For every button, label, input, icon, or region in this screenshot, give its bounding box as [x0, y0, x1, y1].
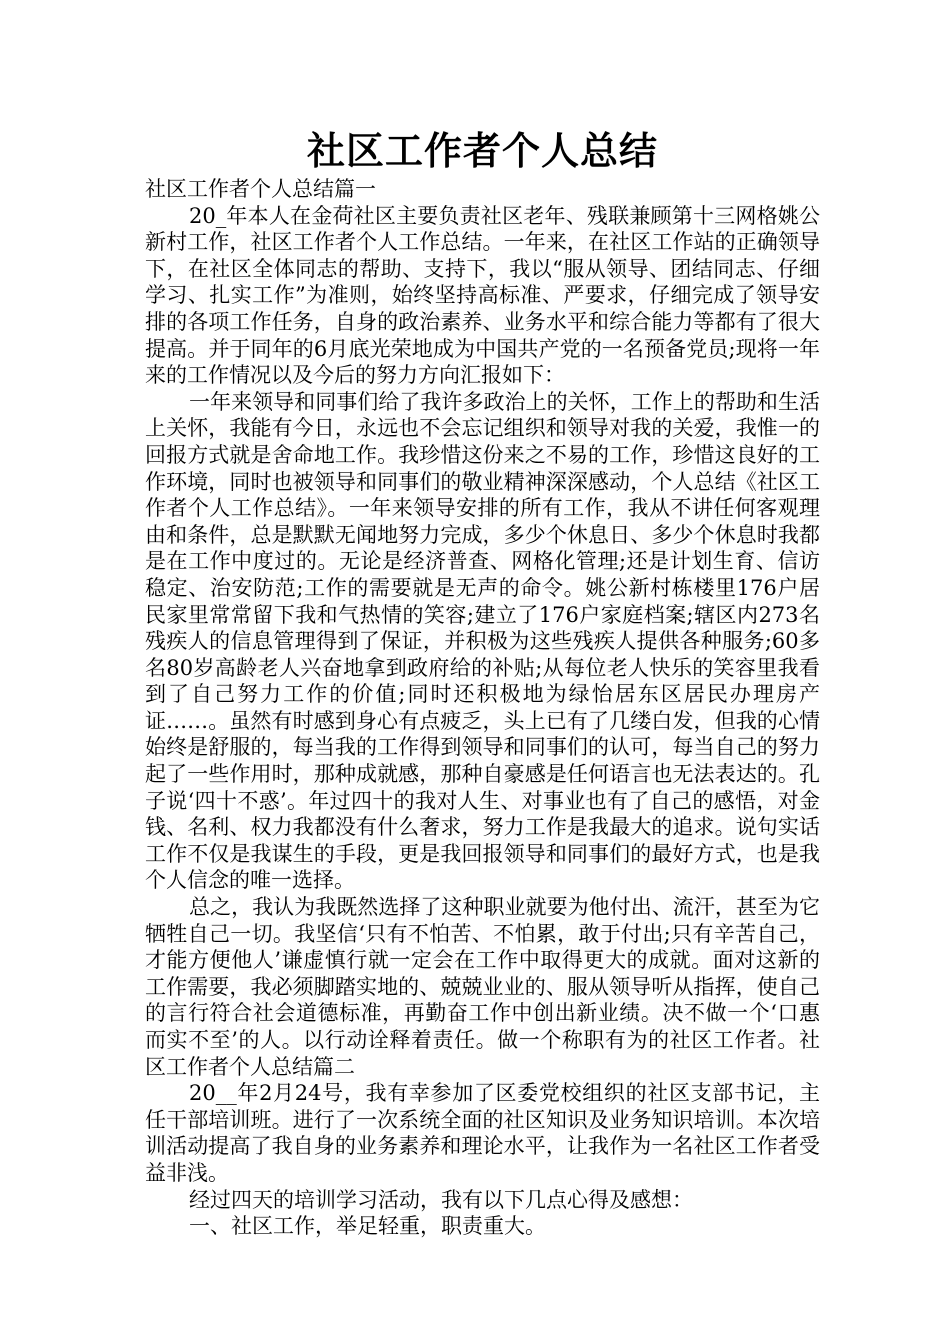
paragraph: 20__年2月24号，我有幸参加了区委党校组织的社区支部书记，主任干部培训班。进行了一次系统全面的社区知识及业务知识培训。本次培训活动提高了我自身的业务素养和理论水平，让我作为一名社区工作者受益非浅。 — [145, 1081, 820, 1185]
paragraph: 20_年本人在金荷社区主要负责社区老年、残联兼顾第十三网格姚公新村工作，社区工作者个人工作总结。一年来，在社区工作站的正确领导下，在社区全体同志的帮助、支持下，我以“服从领导、团结同志、仔细学习、扎实工作”为准则，始终坚持高标准、严要求，仔细完成了领导安排的各项工作任务，自身的政治素养、业务水平和综合能力等都有了很大提高。并于同年的6月底光荣地成为中国共产党的一名预备党员;现将一年来的工作情况以及今后的努力方向汇报如下： — [145, 203, 820, 388]
paragraph: 总之，我认为我既然选择了这种职业就要为他付出、流汗，甚至为它牺牲自己一切。我坚信‘只有不怕苦、不怕累，敢于付出;只有辛苦自己，才能方便他人’谦虚慎行就一定会在工作中取得更大的成就。面对这新的工作需要，我必须脚踏实地的、兢兢业业的、服从领导听从指挥，使自己的言行符合社会道德标准，再勤奋工作中创出新业绩。决不做一个‘口惠而实不至’的人。以行动诠释着责任。做一个称职有为的社区工作者。社区工作者个人总结篇二 — [145, 895, 820, 1079]
paragraph: 一年来领导和同事们给了我许多政治上的关怀，工作上的帮助和生活上关怀，我能有今日，永远也不会忘记组织和领导对我的关爱，我惟一的回报方式就是舍命地工作。我珍惜这份来之不易的工作，珍惜这良好的工作环境，同时也被领导和同事们的敬业精神深深感动，个人总结《社区工作者个人工作总结》。一年来领导安排的所有工作，我从不讲任何客观理由和条件，总是默默无闻地努力完成，多少个休息日、多少个休息时我都是在工作中度过的。无论是经济普查、网格化管理;还是计划生育、信访稳定、治安防范;工作的需要就是无声的命令。姚公新村栋楼里176户居民家里常常留下我和气热情的笑容;建立了176户家庭档案;辖区内273名残疾人的信息管理得到了保证，并积极为这些残疾人提供各种服务;60多名80岁高龄老人兴奋地拿到政府给的补贴;从每位老人快乐的笑容里我看到了自己努力工作的价值;同时还积极地为绿怡居东区居民办理房产证……。虽然有时感到身心有点疲乏，头上已有了几缕白发，但我的心情始终是舒服的，每当我的工作得到领导和同事们的认可，每当自己的努力起了一些作用时，那种成就感，那种自豪感是任何语言也无法表达的。孔子说‘四十不惑’。年过四十的我对人生、对事业也有了自己的感悟，对金钱、名利、权力我都没有什么奢求，努力工作是我最大的追求。说句实话工作不仅是我谋生的手段，更是我回报领导和同事们的最好方式，也是我个人信念的唯一选择。 — [145, 389, 820, 893]
paragraph: 社区工作者个人总结篇一 — [145, 177, 376, 201]
paragraph: 经过四天的培训学习活动，我有以下几点心得及感想： — [189, 1187, 693, 1212]
document-title: 社区工作者个人总结 — [306, 129, 658, 173]
paragraph: 一、社区工作，举足轻重，职责重大。 — [189, 1214, 546, 1239]
document-body — [145, 176, 820, 1240]
document-page — [145, 126, 820, 1240]
